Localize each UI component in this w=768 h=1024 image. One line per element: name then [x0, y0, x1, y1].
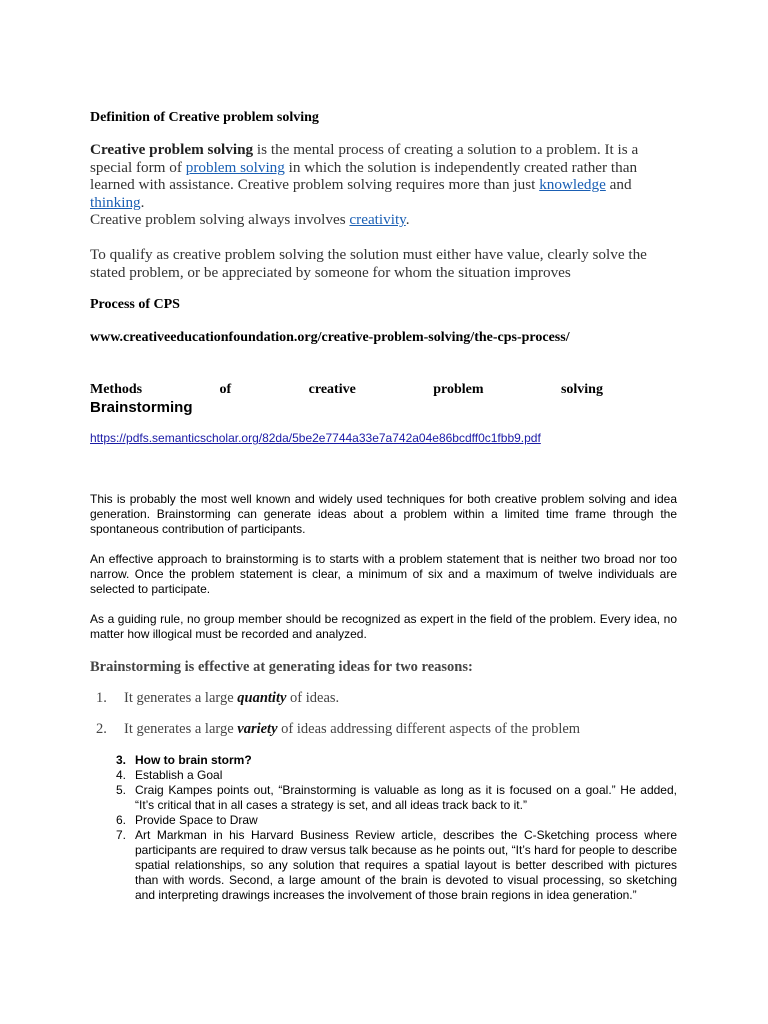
- numbered-list: [90, 753, 677, 903]
- definition-paragraph: [90, 141, 677, 229]
- reason-text: It generates a large variety of ideas addressing different aspects of the problem: [124, 721, 581, 737]
- definition-heading: Definition of Creative problem solving: [90, 110, 319, 125]
- definition-text: and: [605, 176, 632, 194]
- list-item: [90, 768, 677, 783]
- methods-word: problem: [433, 382, 484, 397]
- reason-number: 2.: [96, 721, 107, 737]
- reason-text: It generates a large quantity of ideas.: [124, 690, 340, 706]
- methods-word: creative: [308, 382, 356, 397]
- list-number: 7.: [116, 828, 127, 842]
- definition-text: .: [140, 193, 145, 211]
- definition-term: Creative problem solving: [90, 141, 254, 158]
- list-number: 5.: [116, 783, 127, 797]
- list-number: 6.: [116, 813, 127, 827]
- reason-item-1: [90, 690, 677, 707]
- brainstorming-heading: Brainstorming: [90, 399, 193, 416]
- link-knowledge[interactable]: knowledge: [539, 176, 606, 194]
- reason-item-2: [90, 721, 677, 738]
- pdf-link[interactable]: https://pdfs.semanticscholar.org/82da/5be2e7744a33e7a742a04e86bcdff0c1fbb9.pdf: [90, 431, 541, 445]
- definition-text: is the mental process of creating a solution to a problem. It is a special form of: [90, 141, 639, 176]
- process-heading: Process of CPS: [90, 297, 180, 312]
- link-creativity[interactable]: creativity: [349, 211, 406, 229]
- link-thinking[interactable]: thinking: [90, 193, 141, 211]
- paragraph-brainstorming-intro: This is probably the most well known and widely used techniques for both creative problem solving and idea generation. Brainstorming can generate ideas about a problem within a limited time frame through the spontaneous contribution of participants.: [90, 492, 677, 536]
- definition-text: .: [405, 211, 410, 229]
- methods-word: Methods: [90, 382, 143, 397]
- methods-heading: [90, 382, 603, 398]
- definition-text: in which the solution is independently created rather than learned with assistance. Creative problem solving requires more than just: [90, 158, 638, 194]
- methods-word: of: [219, 382, 232, 397]
- list-item: [90, 813, 677, 828]
- list-text: Craig Kampes points out, “Brainstorming is valuable as long as it is focused on a goal.” He added, “It’s critical that in all cases a strategy is set, and all ideas track back to it.”: [135, 783, 677, 812]
- list-text: Establish a Goal: [135, 768, 223, 782]
- list-item: [90, 753, 677, 768]
- list-text: Provide Space to Draw: [135, 813, 258, 827]
- link-problem-solving[interactable]: problem solving: [185, 158, 285, 176]
- reason-number: 1.: [96, 690, 107, 706]
- list-item: [90, 783, 677, 813]
- definition-text: Creative problem solving always involves: [90, 211, 350, 229]
- list-number: 4.: [116, 768, 127, 782]
- methods-word: solving: [560, 382, 603, 397]
- qualify-paragraph: To qualify as creative problem solving the solution must either have value, clearly solve the stated problem, or be appreciated by someone for whom the situation improves: [90, 246, 647, 281]
- list-text: How to brain storm?: [135, 753, 252, 767]
- list-text: Art Markman in his Harvard Business Review article, describes the C-Sketching process where participants are required to draw versus talk because as he points out, “It’s hard for people to describe spatial relationships, so any solution that requires a spatial layout is better described with pictures than with words. Second, a large amount of the brain is devoted to visual processing, so sketching and interpreting drawings increases the involvement of those brain regions in idea generation.”: [135, 828, 677, 902]
- reasons-heading: Brainstorming is effective at generating ideas for two reasons:: [90, 659, 473, 675]
- list-number: 3.: [116, 753, 127, 767]
- list-item: [90, 828, 677, 903]
- paragraph-guiding-rule: As a guiding rule, no group member should be recognized as expert in the field of the problem. Every idea, no matter how illogical must be recorded and analyzed.: [90, 612, 677, 641]
- cps-process-url[interactable]: www.creativeeducationfoundation.org/creative-problem-solving/the-cps-process/: [90, 330, 570, 345]
- paragraph-effective-approach: An effective approach to brainstorming is to starts with a problem statement that is neither two broad nor too narrow. Once the problem statement is clear, a minimum of six and a maximum of twelve individuals are selected to participate.: [90, 552, 677, 596]
